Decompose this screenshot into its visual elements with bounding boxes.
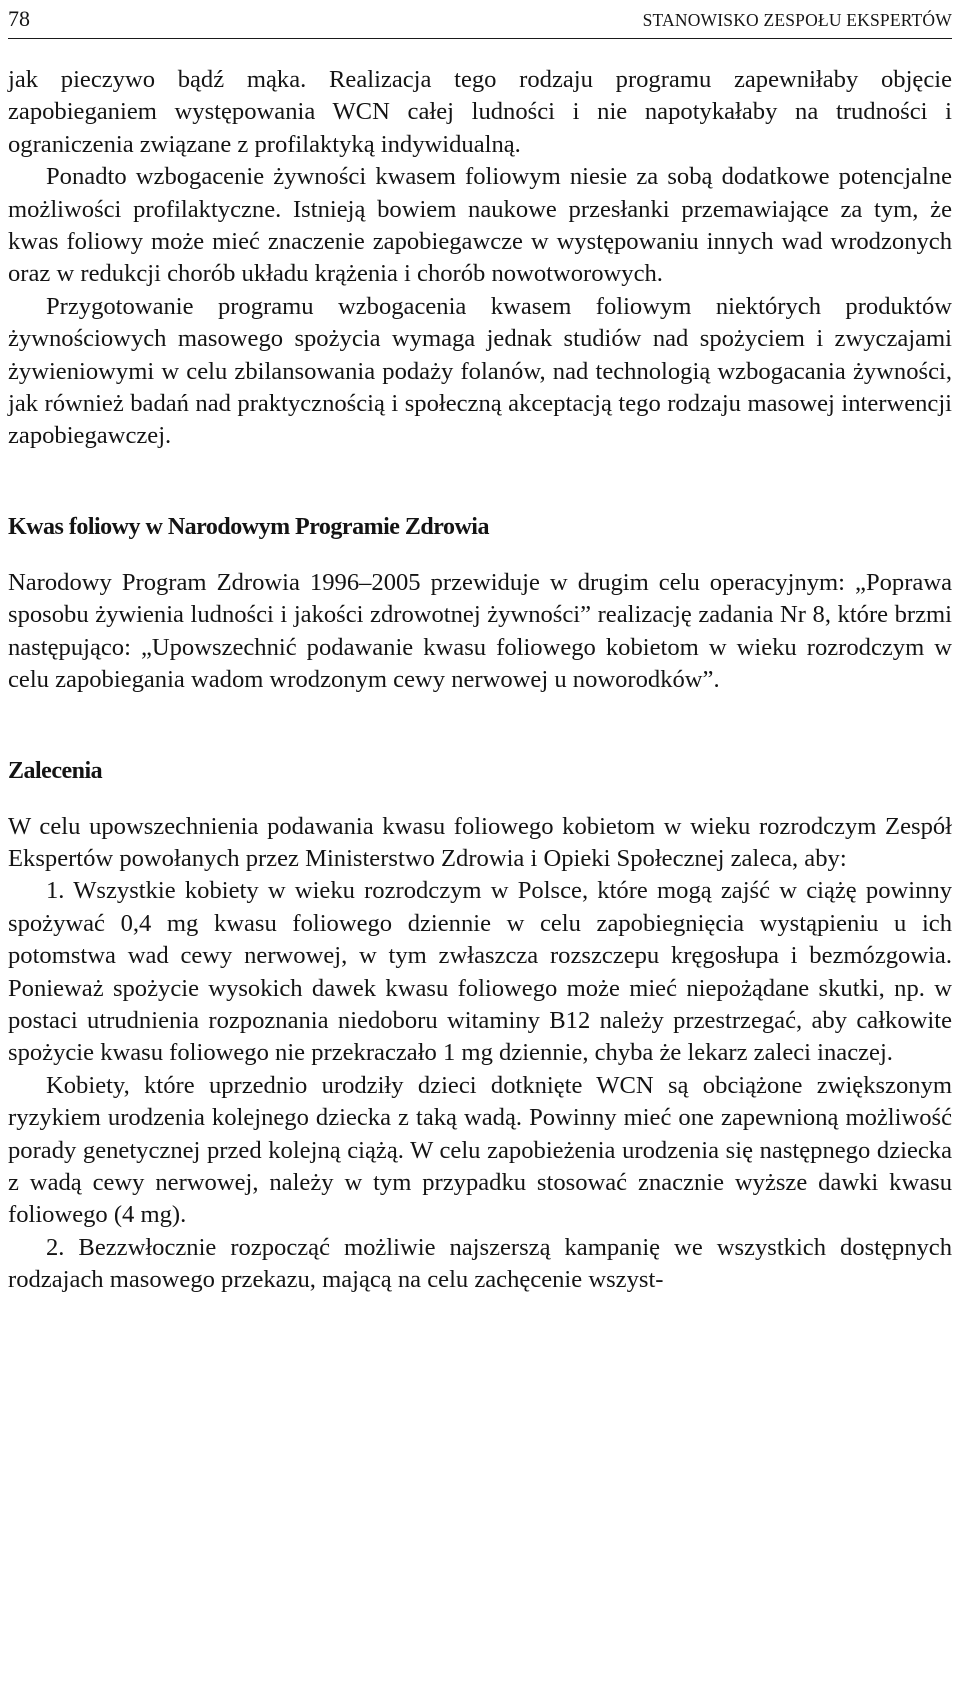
paragraph-continuation: jak pieczywo bądź mąka. Realizacja tego rodzaju programu zapewniłaby objęcie zapobieganiem występowania WCN całej ludności i nie napotykałaby na trudności i ograniczenia związane z profilaktyką indywidualną.: [8, 66, 952, 158]
paragraph-recommendations-intro: W celu upowszechnienia podawania kwasu foliowego kobietom w wieku rozrodczym Zespół Ekspertów powołanych przez Ministerstwo Zdrowia i Opieki Społecznej zaleca, aby:: [8, 812, 952, 872]
document-body: [8, 64, 952, 1297]
section-heading-national-program: Kwas foliowy w Narodowym Programie Zdrowia: [8, 513, 489, 540]
running-title: STANOWISKO ZESPOŁU EKSPERTÓW: [642, 10, 952, 30]
recommendation-item-2: 2. Bezzwłocznie rozpocząć możliwie najszerszą kampanię we wszystkich dostępnych rodzajach masowego przekazu, mającą na celu zachęcenie wszyst-: [8, 1233, 952, 1294]
paragraph-national-program: Narodowy Program Zdrowia 1996–2005 przewiduje w drugim celu operacyjnym: „Poprawa sposobu żywienia ludności i jakości zdrowotnej żywności” realizację zadania Nr 8, które brzmi następująco: „Upowszechnić podawanie kwasu foliowego kobietom w wieku rozrodczym w celu zapobiegania wadom wrodzonym cewy nerwowej u noworodków”.: [8, 568, 952, 694]
paragraph-fortification-benefits: Ponadto wzbogacenie żywności kwasem foliowym niesie za sobą dodatkowe potencjalne możliwości profilaktyczne. Istnieją bowiem naukowe przesłanki przemawiające za tym, że kwas foliowy może mieć znaczenie zapobiegawcze w występowaniu innych wad wrodzonych oraz w redukcji chorób układu krążenia i chorób nowotworowych.: [8, 163, 952, 288]
paragraph-program-preparation: Przygotowanie programu wzbogacenia kwasem foliowym niektórych produktów żywnościowych masowego spożycia wymaga jednak studiów nad spożyciem i zwyczajami żywieniowymi w celu zbilansowania podaży folanów, nad technologią wzbogacania żywności, jak również badań nad praktycznością i społeczną akceptacją tego rodzaju masowej interwencji zapobiegawczej.: [8, 292, 952, 450]
recommendation-item-1: 1. Wszystkie kobiety w wieku rozrodczym w Polsce, które mogą zajść w ciążę powinny spożywać 0,4 mg kwasu foliowego dziennie w celu zapobiegnięcia wystąpieniu u ich potomstwa wad cewy nerwowej, w tym zwłaszcza rozszczepu kręgosłupa i bezmózgowia. Ponieważ spożycie wysokich dawek kwasu foliowego może mieć niepożądane skutki, np. w postaci utrudnienia rozpoznania niedoboru witaminy B12 należy przestrzegać, aby całkowite spożycie kwasu foliowego nie przekraczało 1 mg dziennie, chyba że lekarz zaleci inaczej.: [8, 877, 952, 1067]
section-heading-recommendations: Zalecenia: [8, 757, 103, 784]
page-number: 78: [8, 6, 30, 31]
recommendation-item-1-continued: Kobiety, które uprzednio urodziły dzieci dotknięte WCN są obciążone zwiększonym ryzykiem urodzenia kolejnego dziecka z taką wadą. Powinny mieć one zapewnioną możliwość porady genetycznej przed kolejną ciążą. W celu zapobieżenia urodzenia się następnego dziecka z wadą cewy nerwowej, należy w tym przypadku stosować znacznie wyższe dawki kwasu foliowego (4 mg).: [8, 1071, 952, 1229]
running-header: [8, 4, 952, 39]
